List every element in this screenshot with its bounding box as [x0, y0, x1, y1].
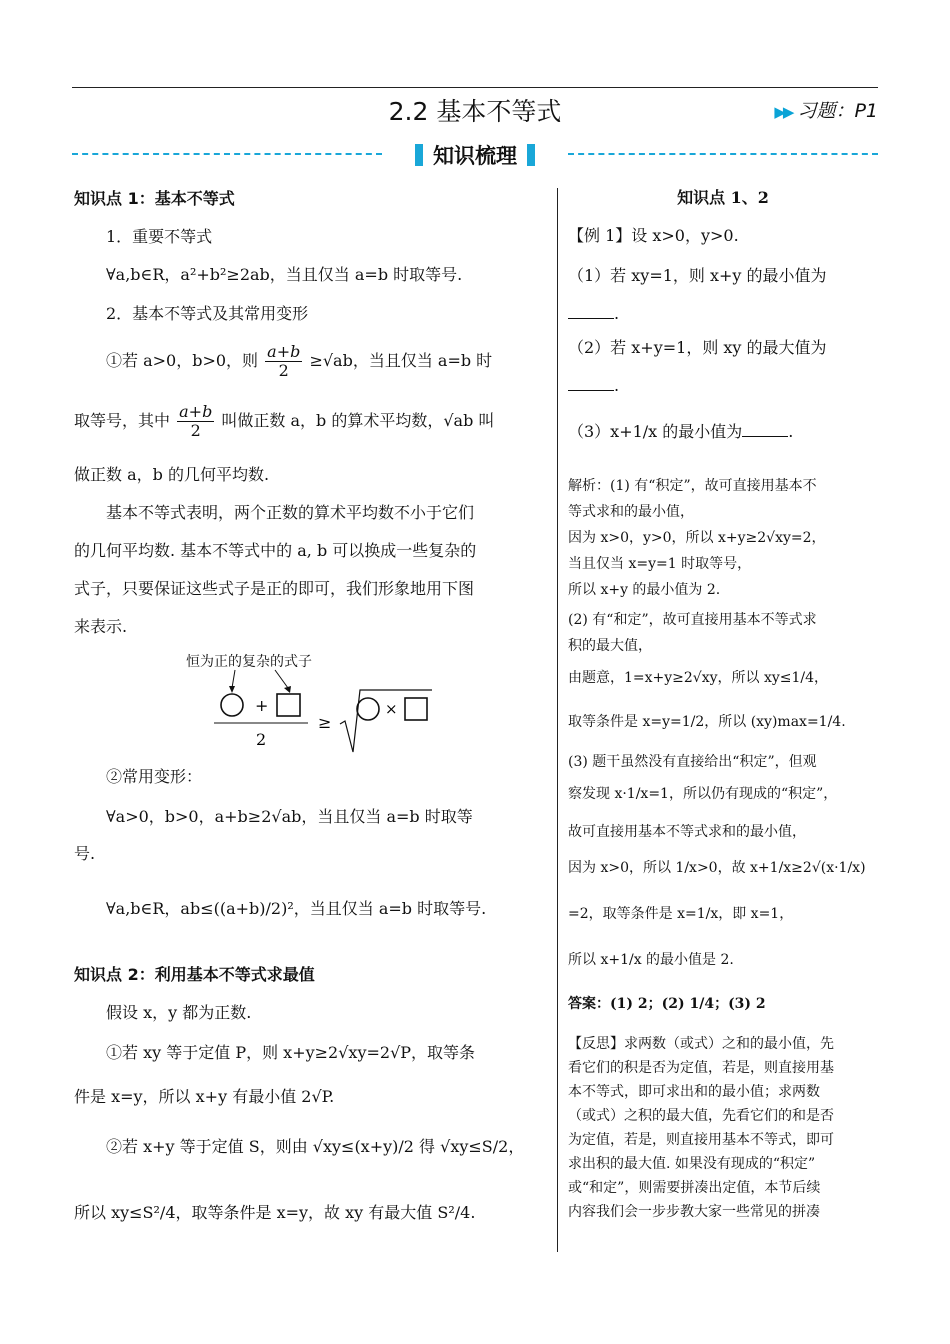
kp2-b: ①若 xy 等于定值 P，则 x+y≥2√xy=2√P，取等条 — [106, 1043, 476, 1062]
circ1-a: ①若 a>0，b>0，则 — [106, 351, 259, 370]
circle-shape-icon — [221, 694, 243, 716]
answer-blank — [742, 436, 788, 437]
circ1-line2 — [74, 403, 494, 440]
bar-icon — [415, 144, 423, 166]
frac-mean-2: $\frac{a+b}{2}$ — [179, 402, 213, 440]
circ1-e: 做正数 a，b 的几何平均数. — [74, 465, 270, 484]
question-3-end: . — [788, 422, 794, 441]
solution-8: 由题意，1=x+y≥2√xy，所以 xy≤1/4， — [568, 670, 829, 686]
solution-15: 所以 x+1/x 的最小值是 2. — [568, 952, 734, 968]
para1: 基本不等式表明，两个正数的算术平均数不小于它们 — [106, 503, 475, 522]
reflection-3: 本不等式，即可求出和的最小值；求两数 — [568, 1084, 820, 1100]
reflection-5: 为定值，若是，则直接用基本不等式，即可 — [568, 1132, 834, 1148]
diagram-label: 恒为正的复杂的式子 — [186, 654, 312, 670]
reflection-7: 或“和定”，则需要拼凑出定值，本节后续 — [568, 1180, 821, 1196]
question-2: （2）若 x+y=1，则 xy 的最大值为 — [568, 338, 827, 357]
solution-6: (2) 有“和定”，故可直接用基本不等式求 — [568, 612, 817, 628]
item1-formula: ∀a,b∈R，a²+b²≥2ab，当且仅当 a=b 时取等号. — [106, 265, 463, 284]
reflection-1: 【反思】求两数（或式）之和的最小值，先 — [568, 1036, 834, 1052]
para2: 的几何平均数. 基本不等式中的 a, b 可以换成一些复杂的 — [74, 541, 477, 560]
times-sign: × — [385, 700, 398, 718]
kp2-e: 所以 xy≤S²/4，取等条件是 x=y，故 xy 有最大值 S²/4. — [74, 1203, 476, 1222]
answer-blank — [568, 318, 614, 319]
double-arrow-icon: ▶▶ — [774, 103, 792, 121]
solution-5: 所以 x+y 的最小值为 2. — [568, 582, 721, 598]
solution-1: 解析：(1) 有“积定”，故可直接用基本不 — [568, 478, 817, 494]
square-shape-icon — [405, 698, 427, 720]
solution-10: (3) 题干虽然没有直接给出“积定”，但观 — [568, 754, 817, 770]
right-title: 知识点 1、2 — [677, 188, 769, 207]
question-3 — [568, 422, 793, 442]
circle-shape-icon — [357, 698, 379, 720]
arrow-line — [275, 670, 288, 688]
circ2-b: 号. — [74, 844, 96, 863]
item1: 1．重要不等式 — [106, 227, 213, 246]
item2: 2．基本不等式及其常用变形 — [106, 304, 309, 323]
circ2: ②常用变形： — [106, 767, 203, 786]
kp2-d: ②若 x+y 等于定值 S，则由 √xy≤(x+y)/2 得 √xy≤S/2， — [106, 1137, 525, 1156]
solution-11: 察发现 x·1/x=1，所以仍有现成的“积定”， — [568, 786, 838, 802]
solution-3: 因为 x>0，y>0，所以 x+y≥2√xy=2， — [568, 530, 826, 546]
solution-13: 因为 x>0，所以 1/x>0，故 x+1/x≥2√(x·1/x) — [568, 860, 866, 876]
solution-12: 故可直接用基本不等式求和的最小值， — [568, 824, 806, 840]
solution-2: 等式求和的最小值， — [568, 504, 694, 520]
kp1-title: 知识点 1：基本不等式 — [74, 189, 235, 208]
denominator-2: 2 — [256, 730, 267, 749]
question-1: （1）若 xy=1，则 x+y 的最小值为 — [568, 266, 827, 285]
inequality-diagram — [200, 666, 450, 756]
section-title — [0, 140, 950, 170]
question-3-text: （3）x+1/x 的最小值为 — [568, 422, 743, 441]
column-divider — [557, 188, 558, 1252]
top-rule — [72, 87, 878, 88]
circ1-b: ≥√ab，当且仅当 a=b 时 — [309, 351, 493, 370]
question-1-blank — [568, 304, 619, 324]
solution-14: =2，取等条件是 x=1/x，即 x=1， — [568, 906, 794, 922]
page-title: 2.2 基本不等式 — [388, 97, 562, 126]
example-1: 【例 1】设 x>0，y>0. — [568, 226, 739, 245]
solution-9: 取等条件是 x=y=1/2，所以 (xy)max=1/4. — [568, 714, 846, 730]
arrow-head-icon — [284, 686, 291, 693]
solution-4: 当且仅当 x=y=1 时取等号， — [568, 556, 752, 572]
arrow-head-icon — [229, 686, 235, 693]
frac-mean: $\frac{a+b}{2}$ — [267, 342, 301, 380]
question-1-end: . — [614, 304, 620, 323]
reflection-8: 内容我们会一步步教大家一些常见的拼凑 — [568, 1204, 820, 1220]
kp2-title: 知识点 2：利用基本不等式求最值 — [74, 965, 315, 984]
geq-sign: ≥ — [318, 713, 332, 732]
circ1-c: 取等号，其中 — [74, 411, 171, 430]
arrow-line — [232, 670, 235, 688]
section-title-text: 知识梳理 — [433, 144, 517, 168]
para4: 来表示. — [74, 617, 128, 636]
solution-7: 积的最大值， — [568, 638, 652, 654]
reflection-4: （或式）之积的最大值，先看它们的和是否 — [568, 1108, 834, 1124]
exercise-ref-text: 习题：P1 — [797, 100, 878, 122]
answer-blank — [568, 390, 614, 391]
square-shape-icon — [277, 694, 300, 716]
reflection-6: 求出积的最大值. 如果没有现成的“积定” — [568, 1156, 816, 1172]
plus-sign: + — [255, 696, 269, 715]
question-2-end: . — [614, 376, 620, 395]
circ1-line — [106, 343, 492, 380]
circ2-a: ∀a>0，b>0，a+b≥2√ab，当且仅当 a=b 时取等 — [106, 807, 473, 826]
question-2-blank — [568, 376, 619, 396]
exercise-ref — [774, 96, 878, 123]
answer-line: 答案：(1) 2；(2) 1/4；(3) 2 — [568, 996, 766, 1012]
circ2-c: ∀a,b∈R，ab≤((a+b)/2)²，当且仅当 a=b 时取等号. — [106, 899, 487, 918]
bar-icon — [527, 144, 535, 166]
kp2-c: 件是 x=y，所以 x+y 有最小值 2√P. — [74, 1087, 335, 1106]
para3: 式子，只要保证这些式子是正的即可，我们形象地用下图 — [74, 579, 475, 598]
reflection-2: 看它们的积是否为定值，若是，则直接用基 — [568, 1060, 834, 1076]
kp2-a: 假设 x，y 都为正数. — [106, 1003, 252, 1022]
circ1-d: 叫做正数 a，b 的算术平均数，√ab 叫 — [221, 411, 495, 430]
